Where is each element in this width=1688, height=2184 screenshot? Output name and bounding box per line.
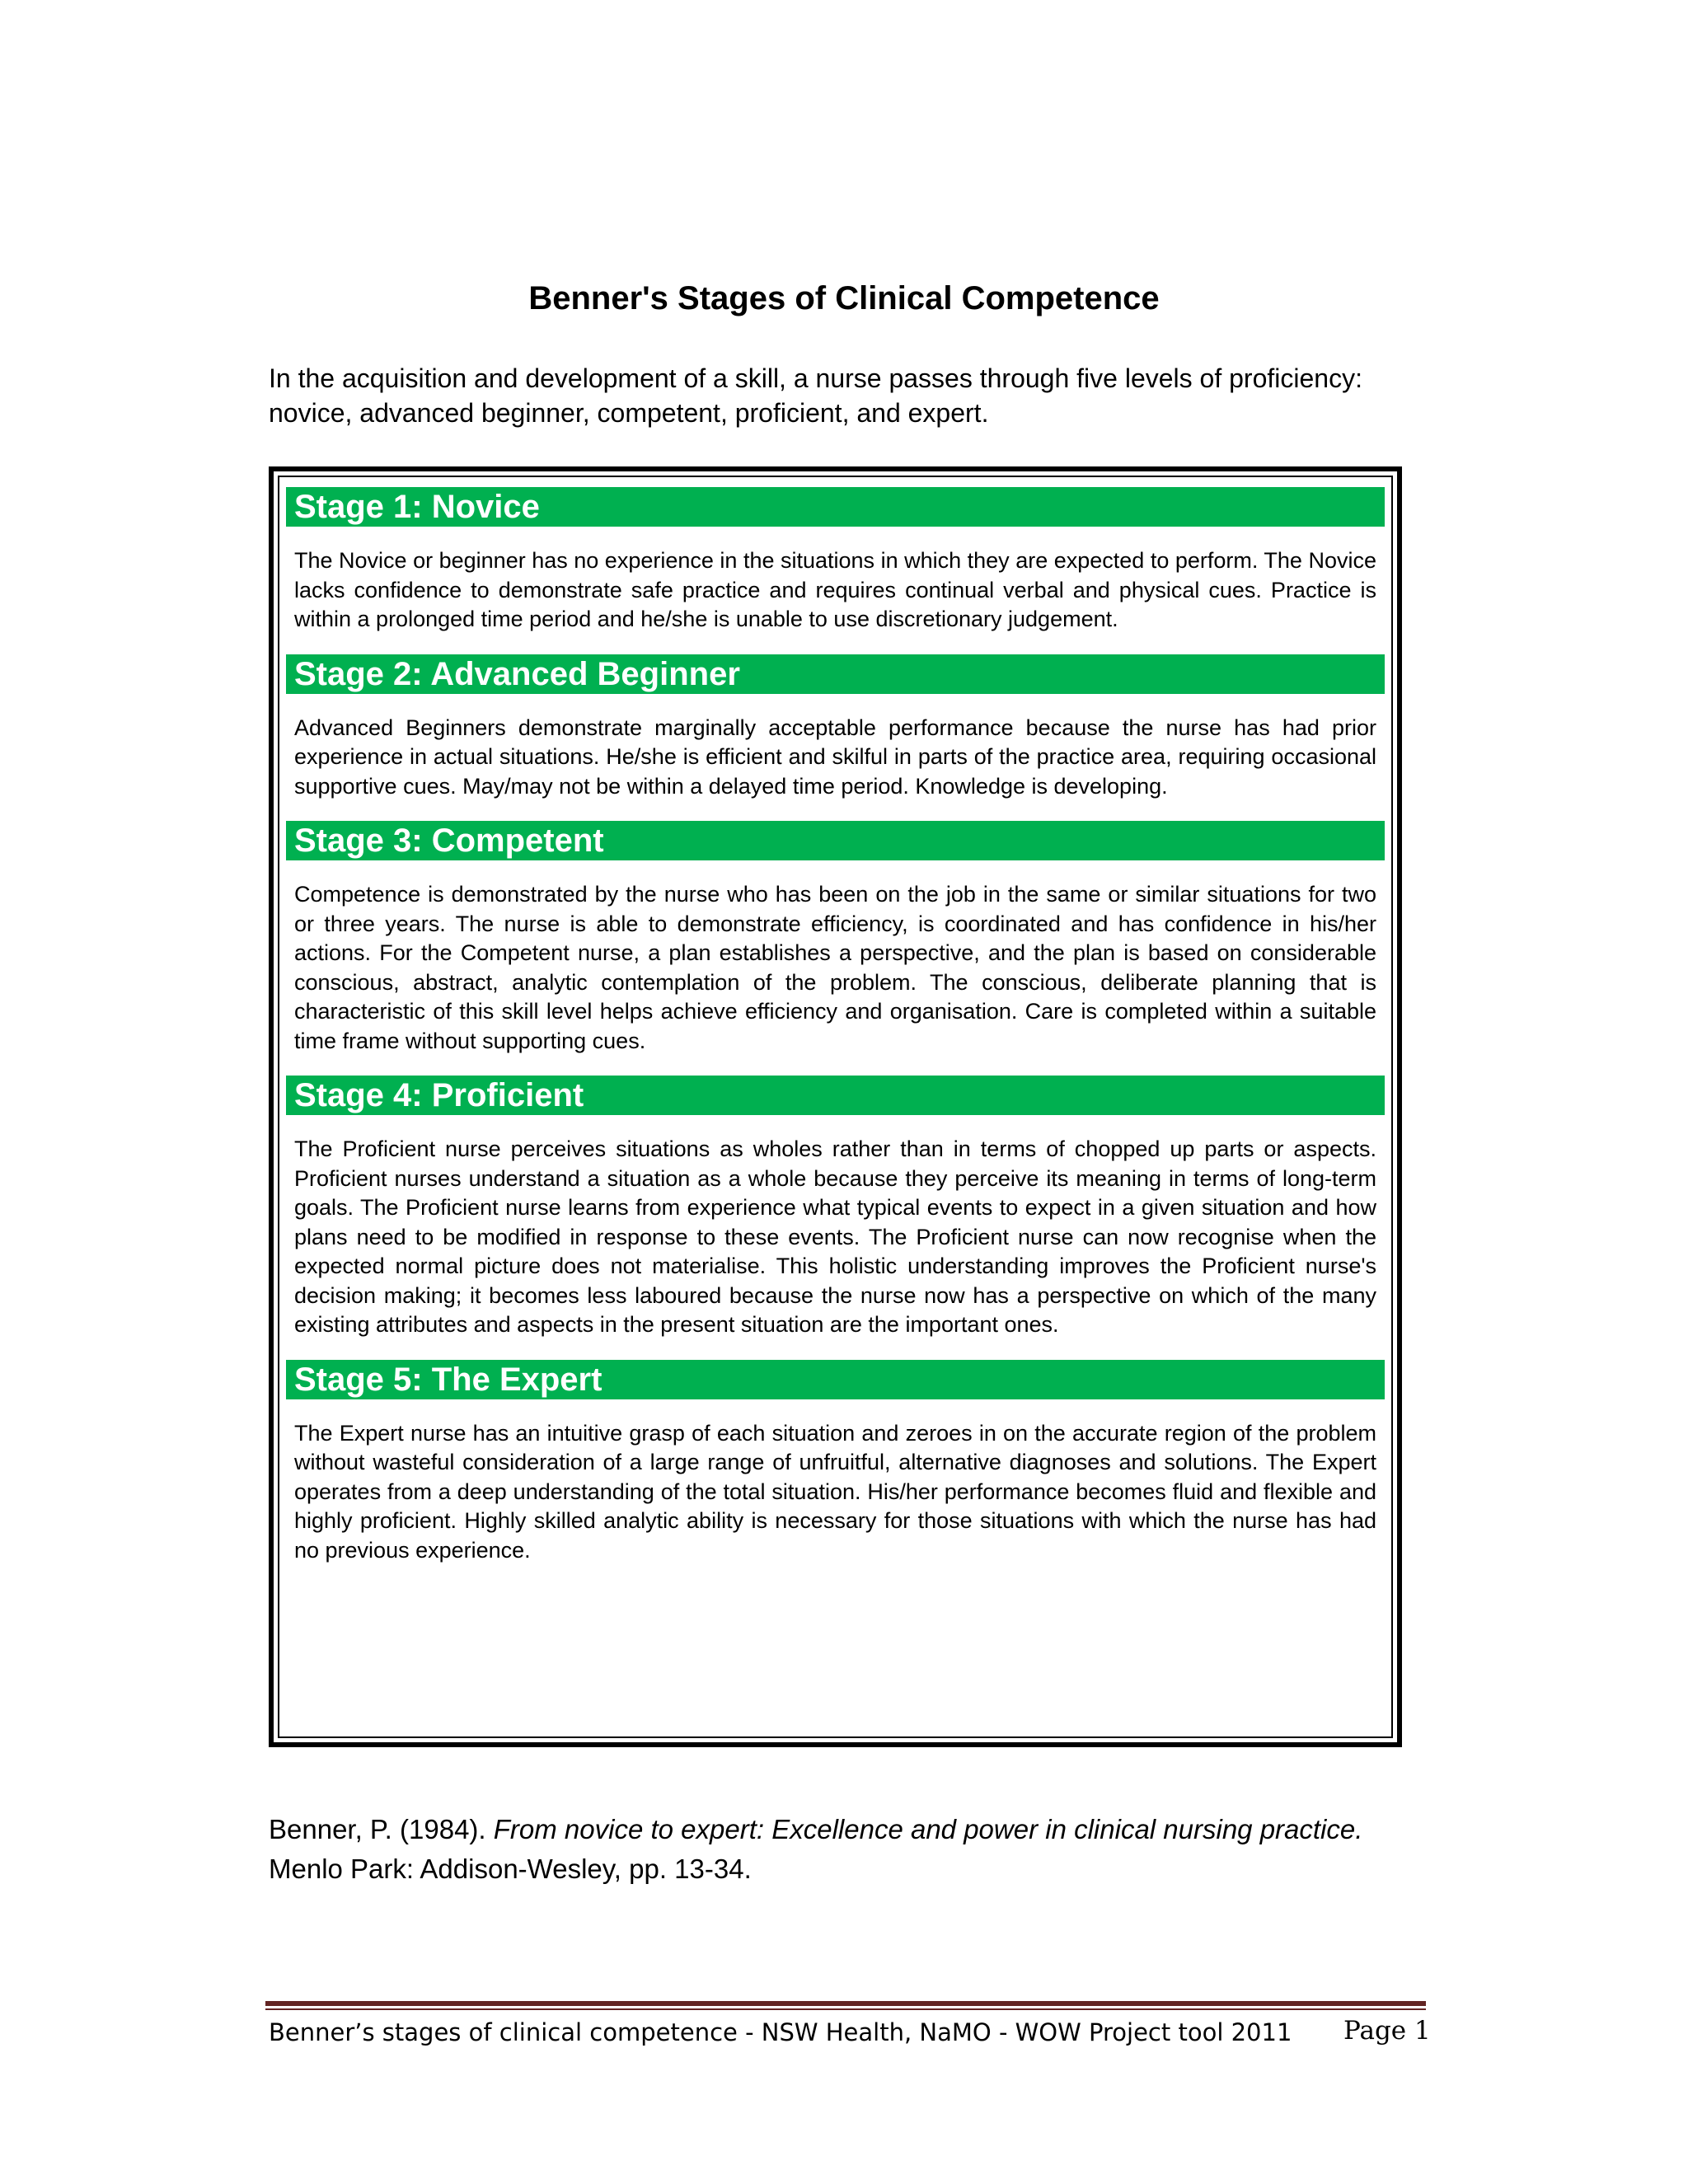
stage-2-text: Advanced Beginners demonstrate marginally acceptable performance because the nurse has had prior experience in actual situations. He/she is efficient and skilful in parts of the practice area, requiring occasional supportive cues. May/may not be within a delayed time period. Knowledge is developing. (294, 715, 1376, 799)
reference-publisher: Menlo Park: Addison-Wesley, pp. 13-34. (269, 1854, 752, 1884)
stage-4-heading: Stage 4: Proficient (286, 1076, 1385, 1115)
stage-3-text: Competence is demonstrated by the nurse who has been on the job in the same or similar situations for two or three years. The nurse is able to demonstrate efficiency, is coordinated and has confidence in his/her actions. For the Competent nurse, a plan establishes a perspective, and the plan is based on considerable conscious, abstract, analytic contemplation of the problem. The conscious, deliberate planning that is characteristic of this skill level helps achieve efficiency and organisation. Care is completed within a suitable time frame without supporting cues. (294, 882, 1376, 1053)
stages-box (269, 466, 1402, 1747)
stage-1-text: The Novice or beginner has no experience in the situations in which they are expected to perform. The Novice lacks confidence to demonstrate safe practice and requires continual verbal and physical cues. Practice is within a prolonged time period and he/she is unable to use discretionary judgement. (294, 548, 1376, 631)
reference-book-title: From novice to expert: Excellence and power in clinical nursing practice. (493, 1814, 1363, 1844)
stage-5-heading: Stage 5: The Expert (286, 1360, 1385, 1399)
document-title: Benner's Stages of Clinical Competence (528, 280, 1160, 316)
reference-author: Benner, P. (1984). (269, 1814, 494, 1844)
footer-rule (265, 2001, 1426, 2006)
intro-paragraph: In the acquisition and development of a skill, a nurse passes through five levels of proficiency: novice, advanced beginner, competent, proficient, and expert. (269, 363, 1362, 428)
stage-3-heading: Stage 3: Competent (286, 821, 1385, 860)
stage-1-heading: Stage 1: Novice (286, 487, 1385, 527)
stage-2-heading: Stage 2: Advanced Beginner (286, 654, 1385, 694)
stage-5-text: The Expert nurse has an intuitive grasp of each situation and zeroes in on the accurate region of the problem without wasteful consideration of a large range of unfruitful, alternative diagnoses and solutions. The Expert operates from a deep understanding of the total situation. His/her performance becomes fluid and flexible and highly proficient. Highly skilled analytic ability is necessary for those situations with which the nurse has had no previous experience. (294, 1420, 1376, 1563)
reference-citation (269, 1810, 1472, 1889)
footer-text: Benner’s stages of clinical competence - NSW Health, NaMO - WOW Project tool 2011 (269, 2018, 1292, 2046)
footer-page-number: Page 1 (1343, 2016, 1431, 2046)
footer-rule-thin (265, 2008, 1426, 2010)
stage-4-text: The Proficient nurse perceives situations as wholes rather than in terms of chopped up parts or aspects. Proficient nurses understand a situation as a whole because they perceive its meaning in terms of long-term goals. The Proficient nurse learns from experience what typical events to expect in a given situation and how plans need to be modified in response to these events. The Proficient nurse can now recognise when the expected normal picture does not materialise. This holistic understanding improves the Proficient nurse's decision making; it becomes less laboured because the nurse now has a perspective on which of the many existing attributes and aspects in the present situation are the important ones. (294, 1137, 1376, 1337)
stages-inner-frame (278, 476, 1393, 1738)
